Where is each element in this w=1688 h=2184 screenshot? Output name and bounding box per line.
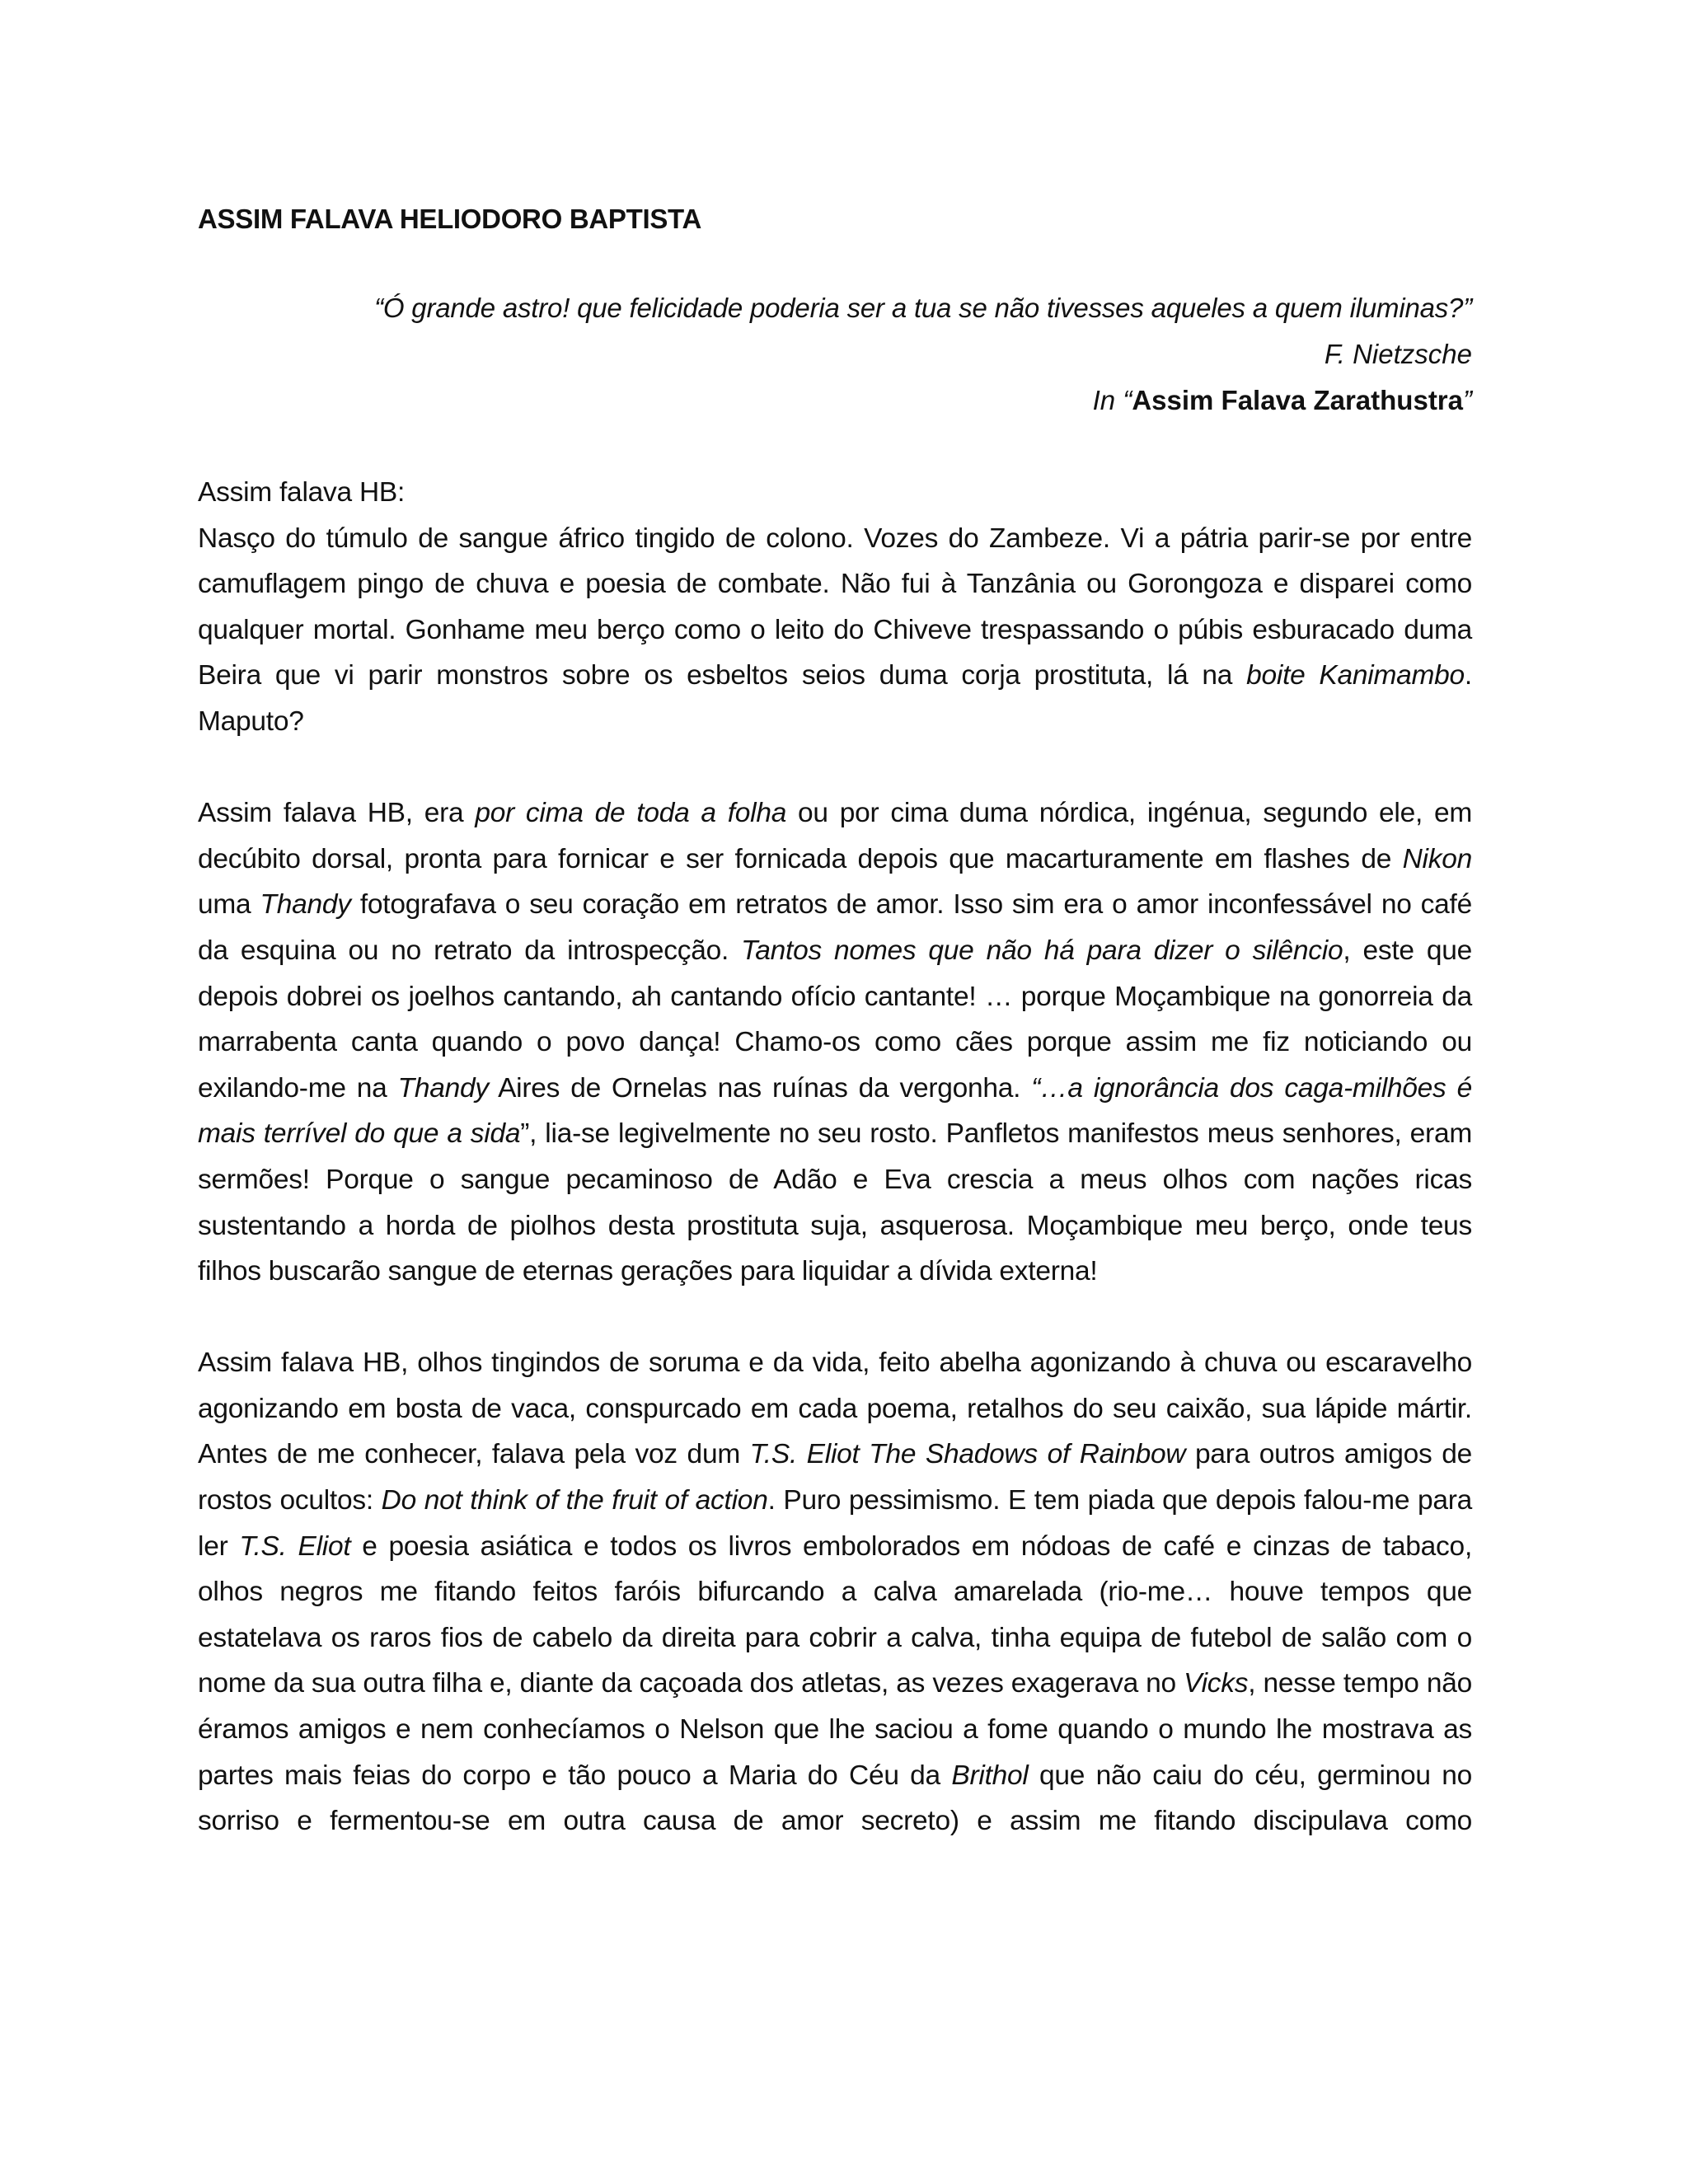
epigraph-quote: “Ó grande astro! que felicidade poderia ser a tua se não tivesses aqueles a quem iluminas?” — [374, 293, 1472, 323]
italic-run: por cima de toda a folha — [475, 798, 787, 829]
italic-run: Vicks — [1184, 1668, 1249, 1699]
italic-run: boite Kanimambo — [1246, 660, 1465, 691]
epigraph-source-prefix: In — [1092, 385, 1123, 415]
epigraph-source-title: Assim Falava Zarathustra — [1132, 385, 1463, 415]
text-run: ou por cima duma nórdica, ingénua, segundo ele, em decúbito dorsal, pronta para fornicar e ser fornicada depois que macarturamente em flashes de — [198, 798, 1473, 874]
text-run: e poesia asiática e todos os livros embolorados em nódoas de café e cinzas de tabaco, olhos negros me fitando feitos faróis bifurcando a calva amarelada (rio-me… houve tempos que estatelava os raros fios de cabelo da direita para cobrir a calva, tinha equipa de futebol de salão com o nome da sua outra filha e, diante da caçoada dos atletas, as vezes exagerava no — [198, 1530, 1472, 1699]
text-run: que não caiu do céu, germinou no sorriso e fermentou-se em outra causa de amor secreto) e assim me fitando discipulava como — [198, 1760, 1472, 1837]
epigraph-source-close-quote: ” — [1463, 385, 1472, 415]
italic-run: Thandy — [260, 889, 351, 921]
epigraph-source — [198, 377, 1472, 424]
text-run: . Maputo? — [198, 660, 1472, 737]
italic-run: Brithol — [951, 1760, 1029, 1791]
text-run: ”, lia-se legivelmente no seu rosto. Panfletos manifestos meus senhores, eram sermões! Porque o sangue pecaminoso de Adão e Eva crescia a meus olhos com nações ricas sustentando a horda de piolhos desta prostituta suja, asquerosa. Moçambique meu berço, onde teus filhos buscarão sangue de eternas gerações para liquidar a dívida externa! — [198, 1118, 1473, 1287]
paragraph-1 — [198, 516, 1472, 745]
paragraph-2 — [198, 790, 1472, 1295]
document-body — [198, 470, 1472, 1844]
italic-run: “…a ignorância dos caga-milhões é mais terrível do que a sida — [198, 1072, 1472, 1150]
text-run: . Puro pessimismo. E tem piada que depois falou-me para ler — [198, 1485, 1472, 1562]
paragraph-intro: Assim falava HB: — [198, 477, 406, 508]
text-run: Nasço do túmulo de sangue áfrico tingido de colono. Vozes do Zambeze. Vi a pátria parir-se por entre camuflagem pingo de chuva e poesia de combate. Não fui à Tanzânia ou Gorongoza e disparei como qualquer mortal. Gonhame meu berço como o leito do Chiveve trespassando o púbis esburacado duma Beira que vi parir monstros sobre os esbeltos seios duma corja prostituta, lá na — [198, 523, 1472, 691]
epigraph-author: F. Nietzsche — [1324, 339, 1472, 369]
italic-run: Thandy — [397, 1072, 489, 1104]
text-run: Assim falava HB, era — [198, 798, 476, 829]
epigraph — [198, 285, 1472, 424]
document-title: ASSIM FALAVA HELIODORO BAPTISTA — [198, 204, 701, 234]
text-run: fotografava o seu coração em retratos de amor. Isso sim era o amor inconfessável no café da esquina ou no retrato da introspecção. — [198, 889, 1472, 966]
text-run: Aires de Ornelas nas ruínas da vergonha. — [488, 1072, 1032, 1104]
text-run: uma — [198, 889, 260, 921]
text-run: , este que depois dobrei os joelhos cantando, ah cantando ofício cantante! … porque Moçambique na gonorreia da marrabenta canta quando o povo dança! Chamo-os como cães porque assim me fiz noticiando ou exilando-me na — [198, 935, 1472, 1104]
text-run: para outros amigos de rostos ocultos: — [198, 1439, 1472, 1516]
text-run: , nesse tempo não éramos amigos e nem conhecíamos o Nelson que lhe saciou a fome quando o mundo lhe mostrava as partes mais feias do corpo e tão pouco a Maria do Céu da — [198, 1668, 1473, 1791]
italic-run: Nikon — [1402, 843, 1472, 874]
italic-run: Tantos nomes que não há para dizer o silêncio — [741, 935, 1343, 966]
text-run: Assim falava HB, olhos tingindos de soruma e da vida, feito abelha agonizando à chuva ou escaravelho agonizando em bosta de vaca, conspurcado em cada poema, retalhos do seu caixão, sua lápide mártir. Antes de me conhecer, falava pela voz dum — [198, 1347, 1472, 1470]
italic-run: T.S. Eliot — [239, 1530, 351, 1562]
epigraph-source-open-quote: “ — [1123, 385, 1132, 415]
document-page — [198, 196, 1472, 1844]
italic-run: T.S. Eliot The Shadows of Rainbow — [749, 1439, 1186, 1470]
italic-run: Do not think of the fruit of action — [381, 1485, 768, 1516]
paragraph-3 — [198, 1340, 1472, 1844]
